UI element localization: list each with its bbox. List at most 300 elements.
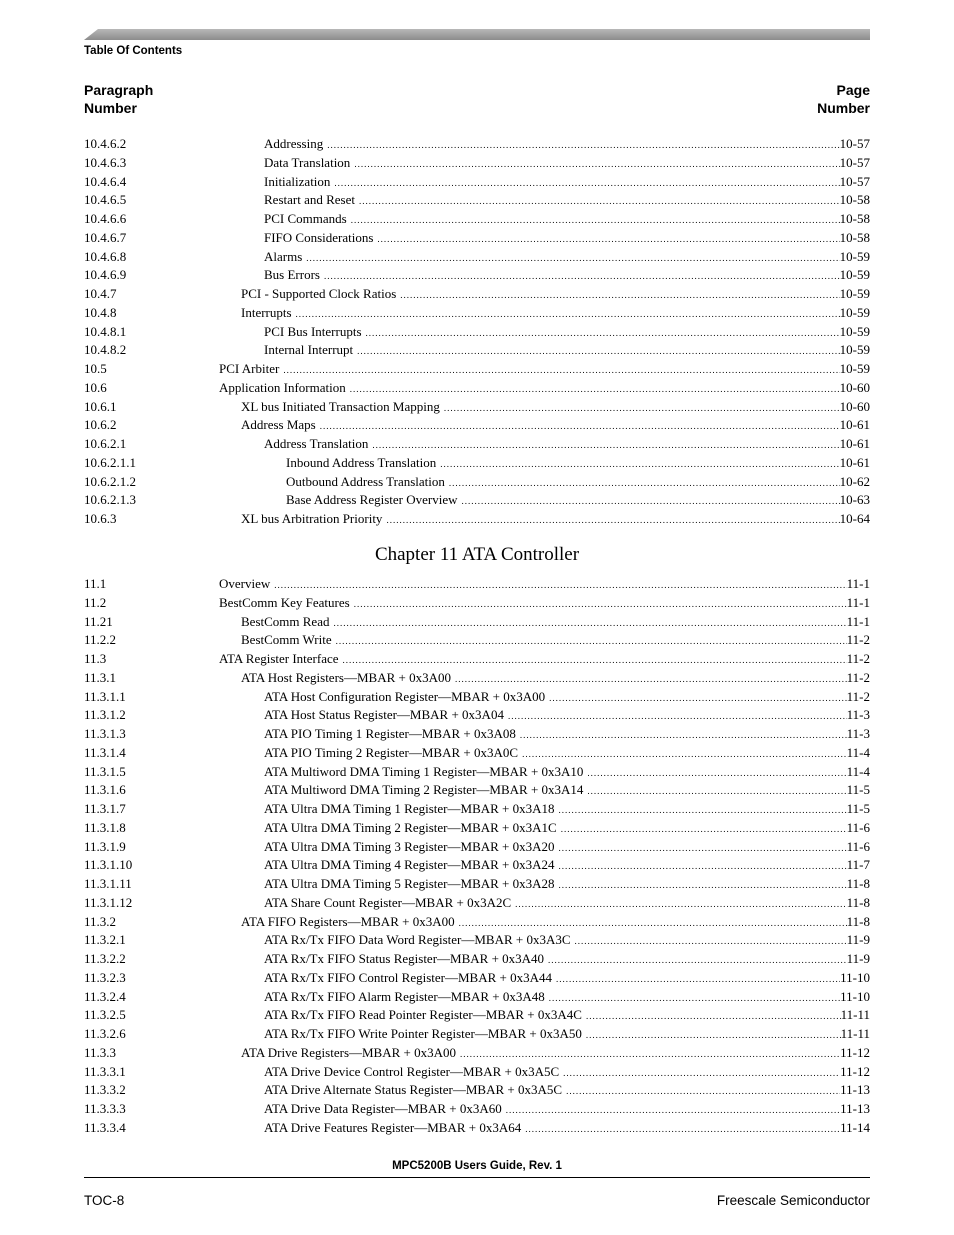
toc-entry-number: 11.3.1.11 (84, 876, 132, 891)
toc-entry-title[interactable]: ATA Drive Features Register—MBAR + 0x3A64 (264, 1119, 522, 1135)
toc-entry-line (219, 650, 870, 669)
toc-entry-title[interactable]: Initialization (264, 173, 331, 189)
toc-entry[interactable] (84, 763, 870, 782)
toc-entry-page[interactable]: 11-3 (846, 726, 870, 741)
toc-entry-line (241, 398, 870, 417)
toc-entry-page[interactable]: 11-6 (846, 819, 870, 835)
toc-entry-title[interactable]: BestComm Write (241, 632, 332, 648)
toc-entry-page[interactable]: 11-6 (846, 838, 870, 854)
toc-entry-title[interactable]: FIFO Considerations (264, 229, 374, 245)
toc-entry-title[interactable]: ATA Ultra DMA Timing 1 Register—MBAR + 0x3A18 (264, 801, 555, 816)
toc-entry-page[interactable]: 10-59 (839, 323, 870, 339)
toc-entry-line (264, 248, 870, 267)
toc-leader-dots (559, 876, 847, 894)
toc-entry-number: 11.3.3.3 (84, 1101, 126, 1116)
toc-entry[interactable] (84, 454, 870, 473)
toc-entry-page[interactable]: 11-8 (846, 894, 870, 910)
toc-leader-dots (343, 651, 847, 669)
toc-entry[interactable] (84, 341, 870, 360)
toc-entry-page[interactable]: 11-14 (840, 1119, 870, 1135)
toc-entry-line (264, 744, 870, 763)
toc-entry-page[interactable]: 11-12 (840, 1063, 870, 1079)
toc-entry[interactable] (84, 856, 870, 875)
toc-leader-dots (350, 380, 840, 398)
toc-entry-number: 10.4.6.9 (84, 267, 127, 283)
toc-entry-line (264, 1081, 870, 1100)
toc-entry[interactable] (84, 473, 870, 492)
toc-leader-dots (460, 1045, 840, 1063)
toc-entry[interactable] (84, 669, 870, 688)
toc-entry-number: 10.4.8.1 (84, 323, 127, 339)
toc-entry-line (241, 669, 870, 688)
toc-entry-title[interactable]: BestComm Key Features (219, 594, 350, 610)
toc-entry[interactable] (84, 800, 870, 819)
toc-entry-title[interactable]: Overview (219, 576, 271, 591)
toc-entry-number: 10.4.7 (84, 286, 117, 301)
toc-entry-line (286, 491, 870, 510)
toc-entry-page[interactable]: 10-59 (839, 342, 870, 358)
toc-entry-number: 11.3.1.12 (84, 894, 133, 910)
toc-entry[interactable] (84, 360, 870, 379)
toc-entry[interactable] (84, 613, 870, 632)
toc-entry-number: 10.6 (84, 379, 107, 395)
toc-entry[interactable] (84, 950, 870, 969)
toc-entry-title[interactable]: Data Translation (264, 154, 351, 170)
toc-entry[interactable] (84, 154, 870, 173)
toc-entry-number: 10.4.8.2 (84, 342, 127, 358)
toc-entry[interactable] (84, 398, 870, 417)
toc-entry-page[interactable]: 11-9 (846, 932, 870, 948)
toc-entry-number: 11.3.3.4 (84, 1119, 126, 1135)
toc-entry-title[interactable]: ATA Host Configuration Register—MBAR + 0x3A00 (264, 688, 546, 704)
toc-entry-title[interactable]: ATA Ultra DMA Timing 5 Register—MBAR + 0x3A28 (264, 876, 555, 891)
page-heading-line1: Page (836, 82, 870, 98)
toc-entry-page[interactable]: 10-59 (839, 267, 870, 283)
toc-entry-page[interactable]: 11-12 (840, 1044, 870, 1060)
toc-leader-dots (306, 249, 839, 267)
toc-entry-line (264, 856, 870, 875)
toc-entry-title[interactable]: Addressing (264, 136, 324, 151)
toc-entry-line (264, 819, 870, 838)
toc-entry-line (264, 229, 870, 248)
toc-entry[interactable] (84, 838, 870, 857)
toc-entry[interactable] (84, 1025, 870, 1044)
toc-leader-dots (515, 895, 846, 913)
toc-leader-dots (563, 1064, 840, 1082)
toc-entry-number: 10.6.2.1.2 (84, 473, 136, 489)
toc-entry-line (264, 210, 870, 229)
toc-leader-dots (386, 511, 839, 529)
toc-leader-dots (559, 857, 847, 875)
toc-entry-title[interactable]: BestComm Read (241, 613, 330, 629)
toc-leader-dots (351, 211, 840, 229)
toc-entry-line (264, 800, 870, 819)
toc-entry-number: 11.3.3 (84, 1044, 117, 1060)
footer-company: Freescale Semiconductor (716, 1193, 870, 1208)
toc-leader-dots (283, 361, 839, 379)
toc-entry-number: 11.2 (84, 594, 107, 610)
toc-entry-page[interactable]: 11-2 (846, 651, 870, 666)
toc-entry-number: 10.6.2 (84, 417, 117, 433)
toc-entry[interactable] (84, 875, 870, 894)
toc-leader-dots (575, 932, 847, 950)
toc-leader-dots (333, 614, 846, 632)
toc-entry-number: 11.3.1.4 (84, 744, 126, 760)
toc-entry-page[interactable]: 11-10 (840, 969, 870, 985)
toc-entry-number: 10.4.6.2 (84, 136, 127, 151)
toc-entry-number: 11.3.1.2 (84, 707, 126, 723)
toc-section-chapter-11 (84, 575, 870, 1138)
toc-entry[interactable] (84, 379, 870, 398)
toc-leader-dots (400, 286, 839, 304)
toc-entry-page[interactable]: 10-64 (839, 511, 870, 526)
toc-entry[interactable] (84, 969, 870, 988)
toc-entry-number: 10.4.6.7 (84, 229, 127, 245)
toc-leader-dots (525, 1120, 840, 1138)
toc-leader-dots (549, 989, 840, 1007)
toc-entry-number: 11.3.2.5 (84, 1007, 126, 1023)
toc-entry-line (264, 191, 870, 210)
toc-entry-title[interactable]: ATA PIO Timing 2 Register—MBAR + 0x3A0C (264, 744, 519, 760)
toc-entry-number: 10.4.6.4 (84, 173, 127, 189)
toc-entry-title[interactable]: Address Maps (241, 417, 316, 433)
toc-entry-line (219, 379, 870, 398)
toc-entry-line (264, 781, 870, 800)
toc-entry[interactable] (84, 688, 870, 707)
toc-entry-page[interactable]: 10-58 (839, 211, 870, 226)
toc-entry-title[interactable]: ATA Rx/Tx FIFO Alarm Register—MBAR + 0x3A48 (264, 988, 545, 1004)
toc-leader-dots (359, 192, 840, 210)
toc-entry-title[interactable]: PCI Arbiter (219, 361, 280, 376)
toc-entry-line (264, 266, 870, 285)
toc-entry-page[interactable]: 11-8 (846, 876, 870, 891)
toc-entry-line (264, 950, 870, 969)
toc-entry-number: 11.3.1 (84, 669, 117, 685)
toc-entry[interactable] (84, 435, 870, 454)
toc-entry-number: 11.3.2 (84, 913, 117, 929)
toc-entry-number: 11.3.2.4 (84, 988, 126, 1004)
toc-entry-page[interactable]: 10-61 (839, 436, 870, 451)
toc-entry-page[interactable]: 10-57 (839, 136, 870, 151)
toc-entry-number: 11.2.2 (84, 632, 117, 648)
toc-entry-title[interactable]: PCI - Supported Clock Ratios (241, 286, 397, 301)
toc-entry-number: 11.3.1.5 (84, 763, 126, 779)
toc-entry-page[interactable]: 11-11 (840, 1026, 870, 1041)
toc-entry-title[interactable]: ATA PIO Timing 1 Register—MBAR + 0x3A08 (264, 726, 516, 741)
toc-entry-page[interactable]: 10-59 (839, 286, 870, 301)
toc-leader-dots (506, 1101, 840, 1119)
toc-leader-dots (455, 670, 847, 688)
toc-leader-dots (274, 576, 846, 594)
toc-entry-title[interactable]: ATA Rx/Tx FIFO Control Register—MBAR + 0x3A44 (264, 969, 552, 985)
footer-page-number: TOC-8 (84, 1193, 125, 1208)
toc-entry-number: 11.3.1.8 (84, 819, 126, 835)
toc-leader-dots (459, 914, 847, 932)
toc-entry-page[interactable]: 10-60 (839, 398, 870, 414)
toc-entry[interactable] (84, 1119, 870, 1138)
toc-leader-dots (561, 820, 847, 838)
toc-entry-title[interactable]: XL bus Arbitration Priority (241, 511, 383, 526)
toc-entry-title[interactable]: ATA Drive Device Control Register—MBAR + 0x3A5C (264, 1063, 560, 1079)
footer-rule (84, 1177, 870, 1178)
toc-entry-line (264, 1063, 870, 1082)
toc-entry-line (264, 173, 870, 192)
toc-entry-line (241, 304, 870, 323)
toc-entry-number: 11.3.1.7 (84, 801, 126, 816)
toc-entry-page[interactable]: 10-58 (839, 229, 870, 245)
toc-entry[interactable] (84, 285, 870, 304)
toc-leader-dots (377, 230, 839, 248)
toc-entry-page[interactable]: 10-61 (839, 417, 870, 433)
toc-leader-dots (366, 324, 840, 342)
toc-entry-page[interactable]: 11-1 (846, 613, 870, 629)
toc-entry-title[interactable]: Internal Interrupt (264, 342, 354, 358)
toc-leader-dots (357, 342, 840, 360)
toc-entry[interactable] (84, 931, 870, 950)
toc-entry-page[interactable]: 11-1 (846, 594, 870, 610)
toc-entry-number: 11.1 (84, 576, 107, 591)
toc-entry-page[interactable]: 11-8 (846, 913, 870, 929)
toc-entry[interactable] (84, 894, 870, 913)
toc-leader-dots (444, 399, 840, 417)
toc-leader-dots (556, 970, 840, 988)
toc-entry-line (219, 360, 870, 379)
toc-entry[interactable] (84, 1006, 870, 1025)
toc-entry-page[interactable]: 11-13 (840, 1082, 870, 1098)
toc-entry[interactable] (84, 304, 870, 323)
toc-entry[interactable] (84, 491, 870, 510)
toc-entry[interactable] (84, 135, 870, 154)
toc-entry-title[interactable]: Inbound Address Translation (286, 454, 437, 470)
toc-leader-dots (324, 267, 840, 285)
toc-entry[interactable] (84, 706, 870, 725)
toc-entry-title[interactable]: PCI Bus Interrupts (264, 323, 362, 339)
toc-entry-line (264, 1025, 870, 1044)
toc-entry-title[interactable]: PCI Commands (264, 211, 347, 226)
toc-leader-dots (586, 1007, 841, 1025)
toc-entry-line (241, 1044, 870, 1063)
toc-entry-page[interactable]: 10-59 (839, 248, 870, 264)
toc-entry-number: 11.3.3.1 (84, 1063, 126, 1079)
toc-entry-number: 10.6.3 (84, 511, 117, 526)
toc-entry-title[interactable]: ATA Drive Alternate Status Register—MBAR + 0x3A5C (264, 1082, 563, 1098)
toc-entry-page[interactable]: 11-3 (846, 707, 870, 723)
toc-entry-line (264, 1100, 870, 1119)
toc-entry-page[interactable]: 10-62 (839, 473, 870, 489)
toc-entry-line (264, 725, 870, 744)
toc-entry[interactable] (84, 631, 870, 650)
toc-entry-number: 10.4.6.8 (84, 248, 127, 264)
toc-entry[interactable] (84, 781, 870, 800)
toc-leader-dots (354, 595, 847, 613)
toc-entry-line (264, 1119, 870, 1138)
toc-entry[interactable] (84, 1100, 870, 1119)
toc-entry-title[interactable]: ATA Ultra DMA Timing 2 Register—MBAR + 0x3A1C (264, 819, 557, 835)
toc-entry[interactable] (84, 575, 870, 594)
toc-entry[interactable] (84, 210, 870, 229)
toc-entry-page[interactable]: 11-7 (846, 857, 870, 873)
toc-entry-line (241, 913, 870, 932)
toc-entry-title[interactable]: Bus Errors (264, 267, 320, 283)
toc-entry-page[interactable]: 10-57 (839, 173, 870, 189)
toc-entry-title[interactable]: XL bus Initiated Transaction Mapping (241, 398, 440, 414)
toc-leader-dots (449, 474, 840, 492)
toc-entry-line (286, 454, 870, 473)
toc-entry-number: 11.3.3.2 (84, 1082, 126, 1098)
section-label: Table Of Contents (84, 45, 183, 57)
toc-entry-title[interactable]: Address Translation (264, 436, 369, 451)
toc-leader-dots (549, 689, 847, 707)
toc-entry[interactable] (84, 266, 870, 285)
toc-entry-page[interactable]: 10-59 (839, 304, 870, 320)
toc-entry-title[interactable]: ATA Rx/Tx FIFO Write Pointer Register—MBAR + 0x3A50 (264, 1026, 582, 1041)
toc-entry-page[interactable]: 11-2 (846, 688, 870, 704)
toc-entry-page[interactable]: 10-58 (839, 192, 870, 208)
toc-entry-line (264, 931, 870, 950)
toc-entry-title[interactable]: Restart and Reset (264, 192, 355, 208)
toc-entry-page[interactable]: 11-11 (840, 1007, 870, 1023)
toc-entry-title[interactable]: Application Information (219, 379, 346, 395)
page-number-heading (817, 81, 870, 117)
toc-entry-title[interactable]: ATA Multiword DMA Timing 1 Register—MBAR + 0x3A10 (264, 763, 584, 779)
toc-entry-page[interactable]: 10-57 (839, 154, 870, 170)
toc-entry-number: 11.3.1.9 (84, 838, 126, 854)
toc-entry-line (264, 875, 870, 894)
toc-leader-dots (566, 1082, 840, 1100)
toc-entry-page[interactable]: 10-63 (839, 492, 870, 508)
footer-document-title: MPC5200B Users Guide, Rev. 1 (392, 1160, 562, 1172)
toc-entry-title[interactable]: Base Address Register Overview (286, 492, 458, 508)
toc-entry-line (264, 988, 870, 1007)
toc-entry[interactable] (84, 510, 870, 529)
toc-entry[interactable] (84, 1044, 870, 1063)
toc-entry-page[interactable]: 11-2 (846, 632, 870, 648)
toc-entry-line (219, 575, 870, 594)
paragraph-heading-line2: Number (84, 100, 137, 116)
toc-entry-line (241, 510, 870, 529)
toc-entry-page[interactable]: 10-60 (839, 379, 870, 395)
toc-leader-dots (522, 745, 847, 763)
toc-leader-dots (334, 174, 839, 192)
toc-entry[interactable] (84, 650, 870, 669)
toc-entry-title[interactable]: ATA Ultra DMA Timing 3 Register—MBAR + 0x3A20 (264, 838, 555, 854)
toc-entry-number: 11.3.1.6 (84, 782, 126, 798)
toc-entry[interactable] (84, 248, 870, 267)
toc-entry-number: 11.3 (84, 651, 107, 666)
toc-section-chapter-10 (84, 135, 870, 529)
page-heading-line2: Number (817, 100, 870, 116)
toc-entry-title[interactable]: ATA Rx/Tx FIFO Data Word Register—MBAR + 0x3A3C (264, 932, 571, 948)
toc-entry-title[interactable]: ATA Rx/Tx FIFO Read Pointer Register—MBAR + 0x3A4C (264, 1007, 582, 1023)
toc-entry[interactable] (84, 229, 870, 248)
toc-entry-number: 11.3.2.2 (84, 951, 126, 966)
toc-entry-number: 10.6.2.1.1 (84, 454, 136, 470)
toc-entry[interactable] (84, 744, 870, 763)
toc-entry-title[interactable]: Interrupts (241, 304, 292, 320)
toc-entry[interactable] (84, 1081, 870, 1100)
toc-entry[interactable] (84, 594, 870, 613)
toc-entry-title[interactable]: ATA Register Interface (219, 651, 339, 666)
toc-entry-title[interactable]: ATA Share Count Register—MBAR + 0x3A2C (264, 894, 512, 910)
toc-entry[interactable] (84, 323, 870, 342)
toc-entry[interactable] (84, 725, 870, 744)
toc-leader-dots (327, 136, 839, 154)
toc-entry-page[interactable]: 11-5 (846, 782, 870, 798)
toc-entry-title[interactable]: ATA FIFO Registers—MBAR + 0x3A00 (241, 913, 455, 929)
toc-leader-dots (559, 801, 847, 819)
toc-entry-page[interactable]: 11-10 (840, 988, 870, 1004)
toc-entry-line (264, 323, 870, 342)
toc-entry-title[interactable]: ATA Drive Data Register—MBAR + 0x3A60 (264, 1101, 502, 1116)
toc-entry[interactable] (84, 173, 870, 192)
toc-entry-line (241, 613, 870, 632)
toc-entry-title[interactable]: ATA Host Status Register—MBAR + 0x3A04 (264, 707, 504, 723)
toc-entry-line (264, 688, 870, 707)
toc-entry-number: 10.4.6.5 (84, 192, 127, 208)
toc-entry-line (219, 594, 870, 613)
header-bar (84, 29, 870, 40)
toc-entry-number: 11.3.1.1 (84, 688, 126, 704)
toc-entry[interactable] (84, 988, 870, 1007)
toc-entry-title[interactable]: ATA Multiword DMA Timing 2 Register—MBAR + 0x3A14 (264, 782, 584, 798)
toc-entry-line (264, 435, 870, 454)
toc-entry-page[interactable]: 11-9 (846, 951, 870, 966)
toc-entry-title[interactable]: ATA Drive Registers—MBAR + 0x3A00 (241, 1044, 457, 1060)
toc-leader-dots (548, 951, 847, 969)
toc-leader-dots (372, 436, 839, 454)
toc-entry-title[interactable]: Outbound Address Translation (286, 473, 445, 489)
toc-entry-number: 10.4.6.6 (84, 211, 127, 226)
toc-entry-title[interactable]: Alarms (264, 248, 303, 264)
toc-entry-page[interactable]: 11-4 (846, 744, 870, 760)
chapter-title: Chapter 11 ATA Controller (374, 544, 580, 565)
toc-entry-page[interactable]: 11-5 (846, 801, 870, 816)
toc-entry-page[interactable]: 10-61 (839, 454, 870, 470)
toc-leader-dots (520, 726, 847, 744)
toc-entry-number: 10.6.1 (84, 398, 117, 414)
toc-entry-number: 11.3.2.6 (84, 1026, 126, 1041)
toc-entry[interactable] (84, 1063, 870, 1082)
toc-entry-page[interactable]: 11-13 (840, 1101, 870, 1116)
toc-leader-dots (586, 1026, 841, 1044)
toc-entry-page[interactable]: 11-1 (846, 576, 870, 591)
toc-entry[interactable] (84, 416, 870, 435)
paragraph-heading-line1: Paragraph (84, 82, 154, 98)
toc-entry-number: 10.6.2.1 (84, 436, 127, 451)
toc-entry-page[interactable]: 11-2 (846, 669, 870, 685)
toc-entry[interactable] (84, 819, 870, 838)
toc-entry-number: 11.21 (84, 613, 113, 629)
toc-entry[interactable] (84, 191, 870, 210)
toc-entry[interactable] (84, 913, 870, 932)
toc-entry-line (264, 154, 870, 173)
toc-entry-line (264, 894, 870, 913)
toc-entry-page[interactable]: 11-4 (846, 763, 870, 779)
toc-leader-dots (508, 707, 847, 725)
toc-entry-line (264, 969, 870, 988)
toc-entry-line (264, 838, 870, 857)
toc-leader-dots (462, 492, 840, 510)
toc-entry-number: 10.4.8 (84, 304, 117, 320)
toc-entry-title[interactable]: ATA Host Registers—MBAR + 0x3A00 (241, 669, 451, 685)
toc-entry-line (264, 1006, 870, 1025)
toc-entry-number: 10.4.6.3 (84, 154, 127, 170)
toc-entry-number: 10.6.2.1.3 (84, 492, 136, 508)
toc-entry-title[interactable]: ATA Rx/Tx FIFO Status Register—MBAR + 0x3A40 (264, 951, 545, 966)
toc-entry-page[interactable]: 10-59 (839, 361, 870, 376)
toc-entry-title[interactable]: ATA Ultra DMA Timing 4 Register—MBAR + 0x3A24 (264, 857, 555, 873)
toc-leader-dots (559, 839, 847, 857)
